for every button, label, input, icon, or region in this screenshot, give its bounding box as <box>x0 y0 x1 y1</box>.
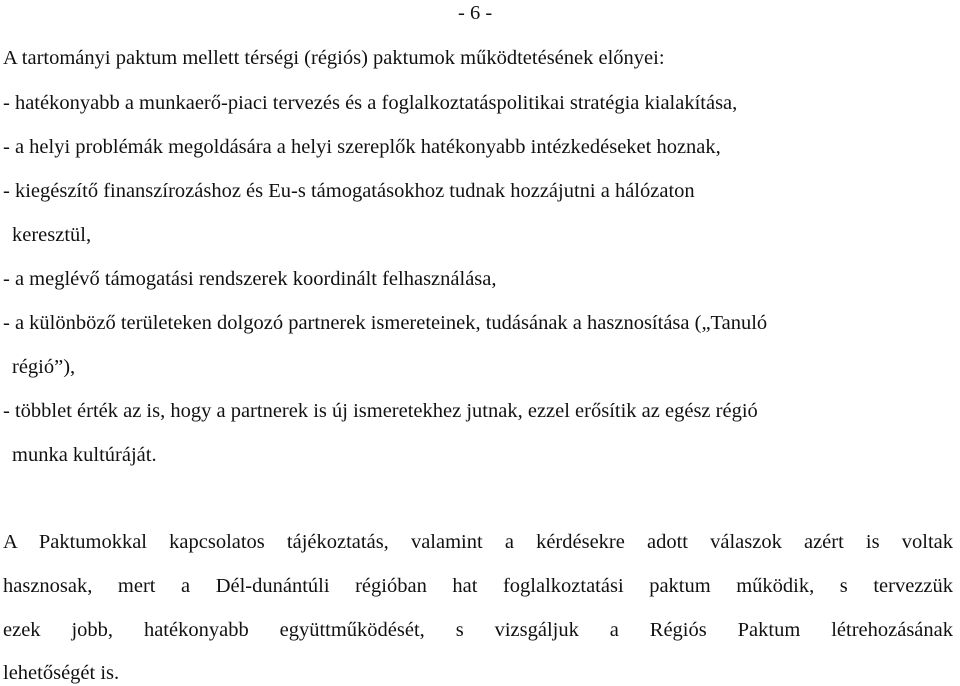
list-item: - hatékonyabb a munkaerő-piaci tervezés és a foglalkoztatáspolitikai stratégia kialakítása, <box>3 92 738 114</box>
list-item: - a helyi problémák megoldására a helyi szereplők hatékonyabb intézkedéseket hoznak, <box>3 136 721 158</box>
list-item-continuation: munka kultúráját. <box>12 444 157 466</box>
paragraph-line: hasznosak, mert a Dél-dunántúli régióban hat foglalkoztatási paktum működik, s tervezzük <box>3 575 953 597</box>
list-item-continuation: keresztül, <box>12 224 92 246</box>
page-number: - 6 - <box>458 2 493 24</box>
paragraph-line: ezek jobb, hatékonyabb együttműködését, s vizsgáljuk a Régiós Paktum létrehozásának <box>3 619 953 641</box>
section-heading: A tartományi paktum mellett térségi (régiós) paktumok működtetésének előnyei: <box>3 47 665 69</box>
list-item: - kiegészítő finanszírozáshoz és Eu-s támogatásokhoz tudnak hozzájutni a hálózaton <box>3 180 695 202</box>
paragraph-line: A Paktumokkal kapcsolatos tájékoztatás, valamint a kérdésekre adott válaszok azért is voltak <box>3 531 953 553</box>
list-item: - a különböző területeken dolgozó partnerek ismereteinek, tudásának a hasznosítása („Tanuló <box>3 312 768 334</box>
list-item: - a meglévő támogatási rendszerek koordinált felhasználása, <box>3 268 497 290</box>
list-item: - többlet érték az is, hogy a partnerek is új ismeretekhez jutnak, ezzel erősítik az egész régió <box>3 400 758 422</box>
paragraph-line: lehetőségét is. <box>3 662 120 684</box>
list-item-continuation: régió”), <box>12 356 76 378</box>
